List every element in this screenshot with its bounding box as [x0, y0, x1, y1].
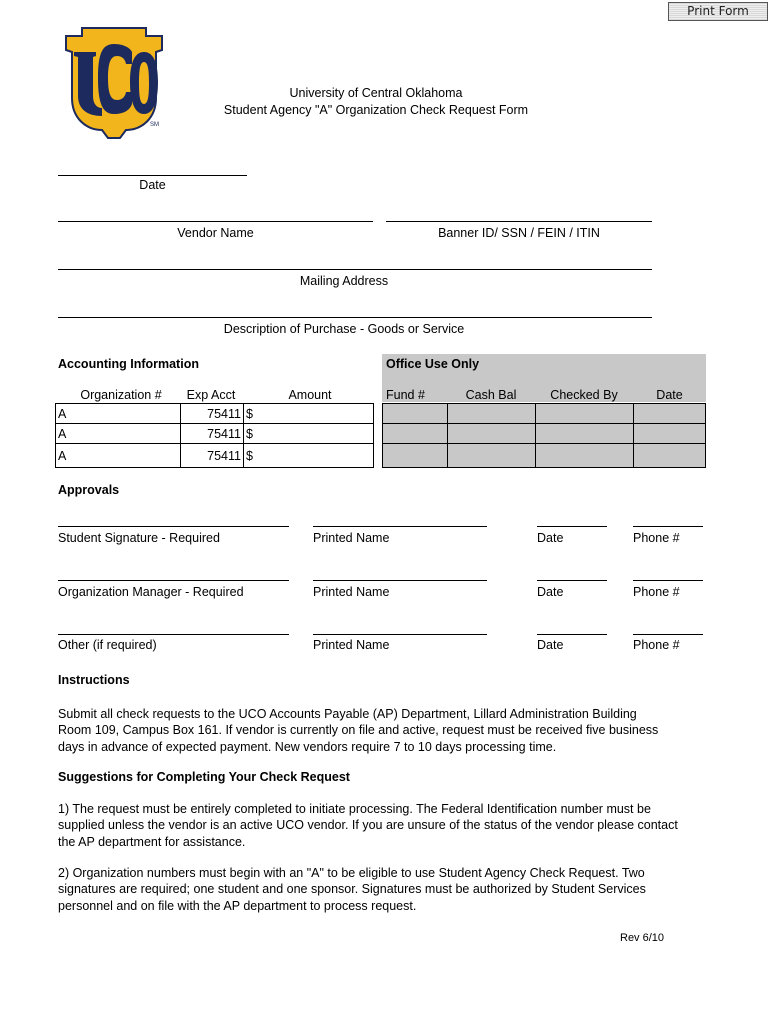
- uco-logo: [62, 22, 166, 142]
- date-label: Date: [537, 638, 564, 652]
- description-label: Description of Purchase - Goods or Service: [223, 322, 465, 336]
- amount-cell[interactable]: $: [244, 404, 374, 424]
- phone-label: Phone #: [633, 638, 680, 652]
- org-cell[interactable]: A: [56, 444, 181, 468]
- col-cash-bal: Cash Bal: [465, 388, 517, 402]
- office-use-table: [382, 403, 706, 468]
- checked-by-cell[interactable]: [536, 444, 634, 468]
- col-organization: Organization #: [80, 388, 162, 402]
- table-row: [383, 424, 706, 444]
- org-cell[interactable]: A: [56, 424, 181, 444]
- date-line[interactable]: [537, 526, 607, 527]
- office-use-heading: Office Use Only: [386, 357, 480, 371]
- phone-label: Phone #: [633, 585, 680, 599]
- print-form-button[interactable]: Print Form: [668, 2, 768, 21]
- cash-bal-cell[interactable]: [448, 404, 536, 424]
- cash-bal-cell[interactable]: [448, 424, 536, 444]
- phone-line[interactable]: [633, 526, 703, 527]
- printed-name-label: Printed Name: [313, 531, 390, 545]
- col-amount: Amount: [288, 388, 332, 402]
- office-date-cell[interactable]: [634, 424, 706, 444]
- phone-line[interactable]: [633, 634, 703, 635]
- accounting-heading: Accounting Information: [58, 357, 199, 371]
- table-row: [56, 444, 374, 468]
- mailing-address-line[interactable]: [58, 269, 652, 270]
- exp-acct-cell[interactable]: 75411: [181, 424, 244, 444]
- date-line[interactable]: [537, 634, 607, 635]
- suggestion-1: 1) The request must be entirely completed to initiate processing. The Federal Identification number must be supplied unless the vendor is an active UCO vendor. If you are unsure of the status of the vendor please contact the AP department for assistance.: [58, 802, 678, 849]
- printed-name-label: Printed Name: [313, 638, 390, 652]
- printed-name-line[interactable]: [313, 526, 487, 527]
- col-office-date: Date: [656, 388, 683, 402]
- vendor-name-label: Vendor Name: [177, 226, 254, 240]
- exp-acct-cell[interactable]: 75411: [181, 444, 244, 468]
- date-label: Date: [537, 531, 564, 545]
- instructions-heading: Instructions: [58, 673, 130, 687]
- checked-by-cell[interactable]: [536, 424, 634, 444]
- other-signature-line[interactable]: [58, 634, 289, 635]
- col-fund: Fund #: [386, 388, 425, 402]
- checked-by-cell[interactable]: [536, 404, 634, 424]
- date-label: Date: [537, 585, 564, 599]
- cash-bal-cell[interactable]: [448, 444, 536, 468]
- fund-cell[interactable]: [383, 404, 448, 424]
- printed-name-label: Printed Name: [313, 585, 390, 599]
- accounting-table: [55, 403, 374, 468]
- banner-id-label: Banner ID/ SSN / FEIN / ITIN: [438, 226, 600, 240]
- signer-label: Student Signature - Required: [58, 531, 220, 545]
- exp-acct-cell[interactable]: 75411: [181, 404, 244, 424]
- banner-id-line[interactable]: [386, 221, 652, 222]
- date-line[interactable]: [58, 175, 247, 176]
- fund-cell[interactable]: [383, 444, 448, 468]
- instructions-paragraph: Submit all check requests to the UCO Accounts Payable (AP) Department, Lillard Administration Building Room 109, Campus Box 161. If vendor is currently on file and active, request must be received five business days in advance of expected payment. New vendors require 7 to 10 days processing time.: [58, 707, 659, 754]
- printed-name-line[interactable]: [313, 634, 487, 635]
- amount-cell[interactable]: $: [244, 444, 374, 468]
- student-signature-line[interactable]: [58, 526, 289, 527]
- table-row: [56, 404, 374, 424]
- date-label: Date: [139, 178, 166, 192]
- signer-label: Other (if required): [58, 638, 157, 652]
- table-row: [56, 424, 374, 444]
- revision-label: Rev 6/10: [620, 932, 665, 944]
- manager-signature-line[interactable]: [58, 580, 289, 581]
- signer-label: Organization Manager - Required: [58, 585, 244, 599]
- logo-mark: SM: [150, 122, 159, 128]
- office-date-cell[interactable]: [634, 444, 706, 468]
- fund-cell[interactable]: [383, 424, 448, 444]
- date-line[interactable]: [537, 580, 607, 581]
- phone-line[interactable]: [633, 580, 703, 581]
- mailing-address-label: Mailing Address: [299, 274, 389, 288]
- description-line[interactable]: [58, 317, 652, 318]
- col-checked-by: Checked By: [550, 388, 618, 402]
- header-subtitle: Student Agency "A" Organization Check Request Form: [223, 103, 529, 117]
- header-title: University of Central Oklahoma: [289, 86, 463, 100]
- org-cell[interactable]: A: [56, 404, 181, 424]
- suggestions-heading: Suggestions for Completing Your Check Request: [58, 770, 350, 784]
- col-exp-acct: Exp Acct: [186, 388, 236, 402]
- suggestion-2: 2) Organization numbers must begin with an "A" to be eligible to use Student Agency Check Request. Two signatures are required; one student and one sponsor. Signatures must be authorized by Student Services personnel and on file with the AP department to process request.: [58, 866, 646, 913]
- office-date-cell[interactable]: [634, 404, 706, 424]
- printed-name-line[interactable]: [313, 580, 487, 581]
- vendor-name-line[interactable]: [58, 221, 373, 222]
- table-row: [383, 404, 706, 424]
- phone-label: Phone #: [633, 531, 680, 545]
- approvals-heading: Approvals: [58, 483, 120, 497]
- table-row: [383, 444, 706, 468]
- amount-cell[interactable]: $: [244, 424, 374, 444]
